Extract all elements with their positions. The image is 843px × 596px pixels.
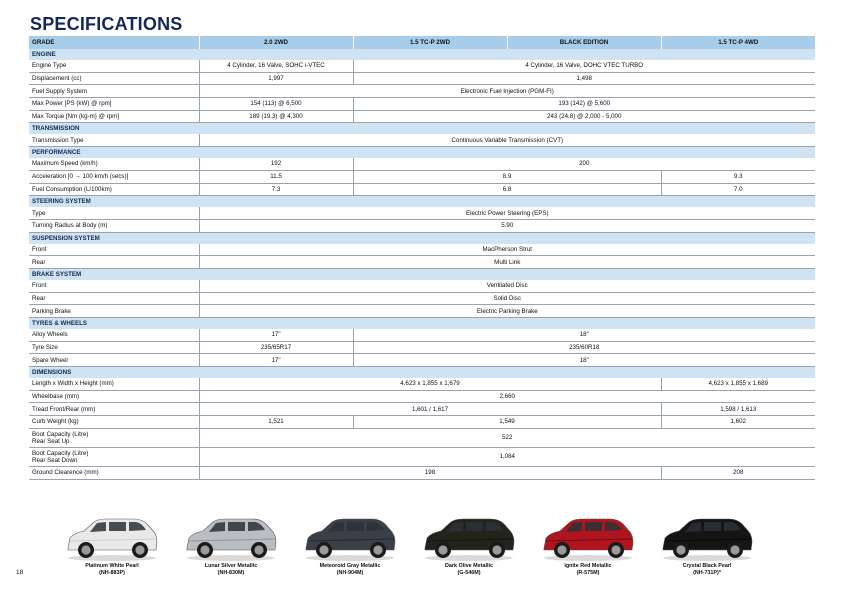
- spec-label: Rear: [29, 256, 199, 269]
- color-code: (NH-883P): [99, 569, 125, 576]
- spec-value: Electronic Fuel Injection (PGM-FI): [199, 85, 815, 98]
- color-code: (NH-731P)*: [693, 569, 721, 576]
- section-header-row: [29, 318, 815, 330]
- section-header-row: [29, 268, 815, 280]
- color-name: Lunar Silver Metallic: [204, 563, 258, 569]
- spec-label: Spare Wheel: [29, 354, 199, 367]
- spec-label: Fuel Consumption (L/100km): [29, 183, 199, 196]
- spec-value: 11.5: [199, 170, 353, 183]
- grade-column-header: 1.5 TC-P 2WD: [353, 36, 507, 49]
- spec-label: Wheelbase (mm): [29, 390, 199, 403]
- color-name-label: [414, 563, 524, 576]
- spec-value: 243 (24.8) @ 2,000 - 5,000: [353, 110, 815, 123]
- spec-value: 1,598 / 1,613: [661, 403, 815, 416]
- spec-value: 18": [353, 329, 815, 341]
- table-row: [29, 244, 815, 256]
- color-name-label: [295, 563, 405, 576]
- spec-value: 8.9: [353, 170, 661, 183]
- spec-value: 192: [199, 158, 353, 170]
- page-title: SPECIFICATIONS: [30, 14, 183, 34]
- section-title: BRAKE SYSTEM: [29, 268, 815, 280]
- car-color-swatch: [302, 514, 398, 562]
- spec-value: Multi Link: [199, 256, 815, 269]
- spec-value: 235/60R18: [353, 341, 815, 354]
- table-row: [29, 447, 815, 466]
- specifications-table: [29, 36, 815, 480]
- spec-value: 1,549: [353, 416, 661, 429]
- table-row: [29, 305, 815, 318]
- car-color-swatch: [183, 514, 279, 562]
- spec-label: Maximum Speed (km/h): [29, 158, 199, 170]
- spec-value: 1,498: [353, 72, 815, 85]
- spec-value: 189 (19.3) @ 4,300: [199, 110, 353, 123]
- section-title: STEERING SYSTEM: [29, 196, 815, 208]
- table-row: [29, 158, 815, 170]
- spec-value: 235/65R17: [199, 341, 353, 354]
- section-header-row: [29, 49, 815, 60]
- spec-value: 208: [661, 466, 815, 479]
- table-row: [29, 60, 815, 72]
- spec-label: Type: [29, 207, 199, 219]
- spec-value: 1,521: [199, 416, 353, 429]
- spec-label: Tread Front/Rear (mm): [29, 403, 199, 416]
- section-header-row: [29, 232, 815, 244]
- table-row: [29, 428, 815, 447]
- spec-label: Alloy Wheels: [29, 329, 199, 341]
- color-name: Ignite Red Metallic: [564, 563, 612, 569]
- spec-label: Max Power [PS (kW) @ rpm]: [29, 98, 199, 111]
- spec-label: Front: [29, 244, 199, 256]
- table-row: [29, 219, 815, 232]
- table-row: [29, 280, 815, 292]
- grade-column-header: 1.5 TC-P 4WD: [661, 36, 815, 49]
- table-row: [29, 329, 815, 341]
- spec-label: Turning Radius at Body (m): [29, 219, 199, 232]
- color-name-label: [533, 563, 643, 576]
- table-row: [29, 378, 815, 390]
- spec-value: 17": [199, 329, 353, 341]
- table-row: [29, 110, 815, 123]
- section-title: TYRES & WHEELS: [29, 318, 815, 330]
- table-row: [29, 466, 815, 479]
- table-row: [29, 183, 815, 196]
- spec-value: 4,623 x 1,855 x 1,689: [661, 378, 815, 390]
- spec-value: 4,623 x 1,855 x 1,679: [199, 378, 661, 390]
- table-row: [29, 72, 815, 85]
- spec-value: Electric Parking Brake: [199, 305, 815, 318]
- spec-label: Tyre Size: [29, 341, 199, 354]
- color-code: (R-575M): [576, 569, 600, 576]
- table-row: [29, 416, 815, 429]
- spec-value: 18": [353, 354, 815, 367]
- spec-label: Length x Width x Height (mm): [29, 378, 199, 390]
- spec-value: 17": [199, 354, 353, 367]
- section-title: ENGINE: [29, 49, 815, 60]
- spec-value: 200: [353, 158, 815, 170]
- spec-value: 198: [199, 466, 661, 479]
- section-header-row: [29, 367, 815, 379]
- color-name-label: [57, 563, 167, 576]
- spec-value: Electric Power Steering (EPS): [199, 207, 815, 219]
- table-row: [29, 354, 815, 367]
- spec-value: 4 Cylinder, 16 Valve, DOHC VTEC TURBO: [353, 60, 815, 72]
- spec-value: Solid Disc: [199, 292, 815, 305]
- table-row: [29, 85, 815, 98]
- table-row: [29, 292, 815, 305]
- spec-value: MacPherson Strut: [199, 244, 815, 256]
- color-code: (NH-904M): [336, 569, 364, 576]
- spec-value: 1,997: [199, 72, 353, 85]
- spec-label: Fuel Supply System: [29, 85, 199, 98]
- spec-label: Acceleration [0 → 100 km/h (secs)]: [29, 170, 199, 183]
- section-title: SUSPENSION SYSTEM: [29, 232, 815, 244]
- spec-value: 154 (113) @ 6,500: [199, 98, 353, 111]
- table-row: [29, 341, 815, 354]
- spec-value: 1,084: [199, 447, 815, 466]
- spec-value: 2,660: [199, 390, 815, 403]
- spec-label: Engine Type: [29, 60, 199, 72]
- spec-label: Boot Capacity (Litre) Rear Seat Up: [29, 428, 199, 447]
- section-header-row: [29, 123, 815, 135]
- color-name: Dark Olive Metallic: [445, 563, 493, 569]
- spec-label: Displacement (cc): [29, 72, 199, 85]
- section-header-row: [29, 196, 815, 208]
- spec-value: 4 Cylinder, 16 Valve, SOHC i-VTEC: [199, 60, 353, 72]
- spec-value: Continuous Variable Transmission (CVT): [199, 134, 815, 146]
- table-row: [29, 390, 815, 403]
- spec-label: Parking Brake: [29, 305, 199, 318]
- section-title: PERFORMANCE: [29, 147, 815, 159]
- table-row: [29, 134, 815, 146]
- spec-value: 1,602: [661, 416, 815, 429]
- table-row: [29, 98, 815, 111]
- color-name-label: [652, 563, 762, 576]
- grade-header-row: [29, 36, 815, 49]
- spec-label: Front: [29, 280, 199, 292]
- spec-label: Curb Weight (kg): [29, 416, 199, 429]
- color-name: Meteoroid Gray Metallic: [319, 563, 381, 569]
- table-row: [29, 256, 815, 269]
- spec-value: 6.8: [353, 183, 661, 196]
- spec-value: 7.0: [661, 183, 815, 196]
- car-color-swatch: [421, 514, 517, 562]
- section-title: DIMENSIONS: [29, 367, 815, 379]
- spec-value: 1,601 / 1,617: [199, 403, 661, 416]
- spec-value: 5.90: [199, 219, 815, 232]
- section-header-row: [29, 147, 815, 159]
- page-number: 18: [16, 569, 24, 576]
- spec-label: Ground Clearence (mm): [29, 466, 199, 479]
- spec-label: Max Torque [Nm (kg-m) @ rpm]: [29, 110, 199, 123]
- grade-label: GRADE: [29, 36, 199, 49]
- spec-label: Boot Capacity (Litre) Rear Seat Down: [29, 447, 199, 466]
- section-title: TRANSMISSION: [29, 123, 815, 135]
- color-code: (NH-830M): [217, 569, 245, 576]
- spec-value: 193 (142) @ 5,600: [353, 98, 815, 111]
- car-color-swatch: [64, 514, 160, 562]
- color-name: Platinum White Pearl: [85, 563, 139, 569]
- car-color-swatch: [659, 514, 755, 562]
- spec-value: 522: [199, 428, 815, 447]
- spec-value: Ventilated Disc: [199, 280, 815, 292]
- grade-column-header: 2.0 2WD: [199, 36, 353, 49]
- car-color-swatch: [540, 514, 636, 562]
- color-name-label: [176, 563, 286, 576]
- table-row: [29, 403, 815, 416]
- table-row: [29, 170, 815, 183]
- grade-column-header: BLACK EDITION: [507, 36, 661, 49]
- spec-label: Rear: [29, 292, 199, 305]
- spec-label: Transmission Type: [29, 134, 199, 146]
- spec-value: 9.3: [661, 170, 815, 183]
- table-row: [29, 207, 815, 219]
- color-code: (G-546M): [457, 569, 481, 576]
- color-name: Crystal Black Pearl: [682, 563, 732, 569]
- spec-value: 7.3: [199, 183, 353, 196]
